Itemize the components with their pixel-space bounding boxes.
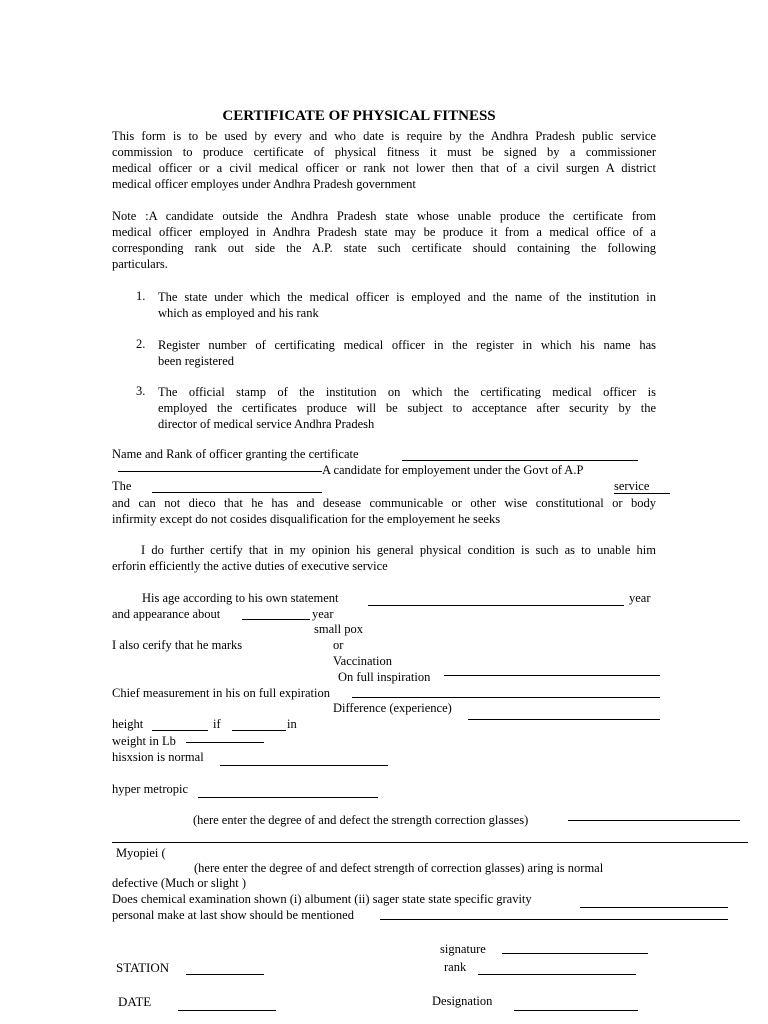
defective-label: defective (Much or slight ) bbox=[112, 876, 246, 890]
service-field[interactable] bbox=[152, 492, 322, 493]
signature-label: signature bbox=[440, 942, 486, 956]
chemical-field[interactable] bbox=[580, 907, 728, 908]
or-label: or bbox=[333, 638, 344, 652]
here-note-1: (here enter the degree of and defect the strength correction glasses) bbox=[193, 813, 529, 827]
rank-label: rank bbox=[444, 960, 467, 974]
station-label: STATION bbox=[116, 960, 170, 975]
signature-field[interactable] bbox=[502, 953, 648, 954]
personal-field[interactable] bbox=[380, 919, 728, 920]
hyper-metropic-field[interactable] bbox=[198, 797, 378, 798]
name-rank-label: Name and Rank of officer granting the certificate bbox=[112, 447, 359, 461]
difference-field[interactable] bbox=[468, 719, 660, 720]
full-inspiration-label: On full inspiration bbox=[338, 670, 431, 684]
list-item: The state under which the medical officer is employed and the name of the institution in which as employed and his rank bbox=[158, 290, 656, 320]
date-label: DATE bbox=[118, 994, 152, 1009]
list-item: Register number of certificating medical officer in the register in which his name has been registered bbox=[158, 338, 656, 368]
date-field[interactable] bbox=[178, 1010, 276, 1011]
age-label: His age according to his own statement bbox=[142, 591, 339, 605]
note-paragraph: Note :A candidate outside the Andhra Pradesh state whose unable produce the certificate from medical officer employed in Andhra Pradesh state may be produce it from a medical office of a corresponding rank out side the A.P. state such certificate should containing the following particulars. bbox=[112, 209, 656, 271]
page-title: CERTIFICATE OF PHYSICAL FITNESS bbox=[222, 108, 496, 124]
height-label: height bbox=[112, 717, 144, 731]
myopiei-label: Myopiei ( bbox=[116, 846, 166, 860]
hyper-metropic-degree-field[interactable] bbox=[568, 820, 740, 821]
age-field[interactable] bbox=[368, 605, 624, 606]
service-underline bbox=[614, 493, 670, 494]
weight-label: weight in Lb bbox=[112, 734, 176, 748]
list-item: The official stamp of the institution on which the certificating medical officer is employed the certificates produce will be subject to acceptance after security by the director of medical service Andhra Pradesh bbox=[158, 385, 656, 431]
if-field[interactable] bbox=[232, 730, 286, 731]
candidate-label: A candidate for employement under the Govt of A.P bbox=[322, 463, 584, 477]
intro-paragraph: This form is to be used by every and who date is require by the Andhra Pradesh public service commission to produce certificate of physical fitness it must be signed by a commissioner medical officer or a civil medical officer or rank not lower then that of a civil surgen A district medical officer employes under Andhra Pradesh government bbox=[112, 129, 656, 191]
hisxsion-label: hisxsion is normal bbox=[112, 750, 204, 764]
if-label: if bbox=[213, 717, 221, 731]
station-field[interactable] bbox=[186, 974, 264, 975]
full-expiration-field[interactable] bbox=[352, 697, 660, 698]
marks-label: I also cerify that he marks bbox=[112, 638, 243, 652]
designation-field[interactable] bbox=[514, 1010, 638, 1011]
chemical-label: Does chemical examination shown (i) albument (ii) sager state state specific gravity bbox=[112, 892, 532, 906]
in-label: in bbox=[287, 717, 297, 731]
hyper-metropic-label: hyper metropic bbox=[112, 782, 189, 796]
appearance-label: and appearance about bbox=[112, 607, 221, 621]
appearance-field[interactable] bbox=[242, 619, 310, 620]
certify-paragraph: I do further certify that in my opinion his general physical condition is such as to unable him erforin efficiently the active duties of executive service bbox=[112, 543, 656, 573]
full-inspiration-field[interactable] bbox=[444, 675, 660, 676]
height-field[interactable] bbox=[152, 730, 208, 731]
difference-label: Difference (experience) bbox=[333, 701, 452, 715]
hisxsion-field[interactable] bbox=[220, 765, 388, 766]
the-label: The bbox=[112, 479, 132, 493]
list-number: 2. bbox=[136, 337, 146, 351]
personal-label: personal make at last show should be mentioned bbox=[112, 908, 354, 922]
service-label: service bbox=[614, 479, 650, 493]
chief-measurement-label: Chief measurement in his on full expiration bbox=[112, 686, 331, 700]
blank-line[interactable] bbox=[112, 842, 748, 843]
disease-paragraph: and can not dieco that he has and desease communicable or other wise constitutional or body infirmity except do not cosides disqualification for the employement he seeks bbox=[112, 496, 656, 526]
small-pox-label: small pox bbox=[314, 622, 363, 636]
candidate-name-field[interactable] bbox=[118, 471, 322, 472]
list-number: 1. bbox=[136, 289, 146, 303]
year-label: year bbox=[629, 591, 651, 605]
rank-field[interactable] bbox=[478, 974, 636, 975]
list-number: 3. bbox=[136, 384, 146, 398]
vaccination-label: Vaccination bbox=[333, 654, 393, 668]
name-rank-field[interactable] bbox=[402, 460, 638, 461]
year-label: year bbox=[312, 607, 334, 621]
here-note-2: (here enter the degree of and defect strength of correction glasses) aring is normal bbox=[194, 861, 604, 875]
designation-label: Designation bbox=[432, 994, 493, 1008]
weight-field[interactable] bbox=[186, 742, 264, 743]
